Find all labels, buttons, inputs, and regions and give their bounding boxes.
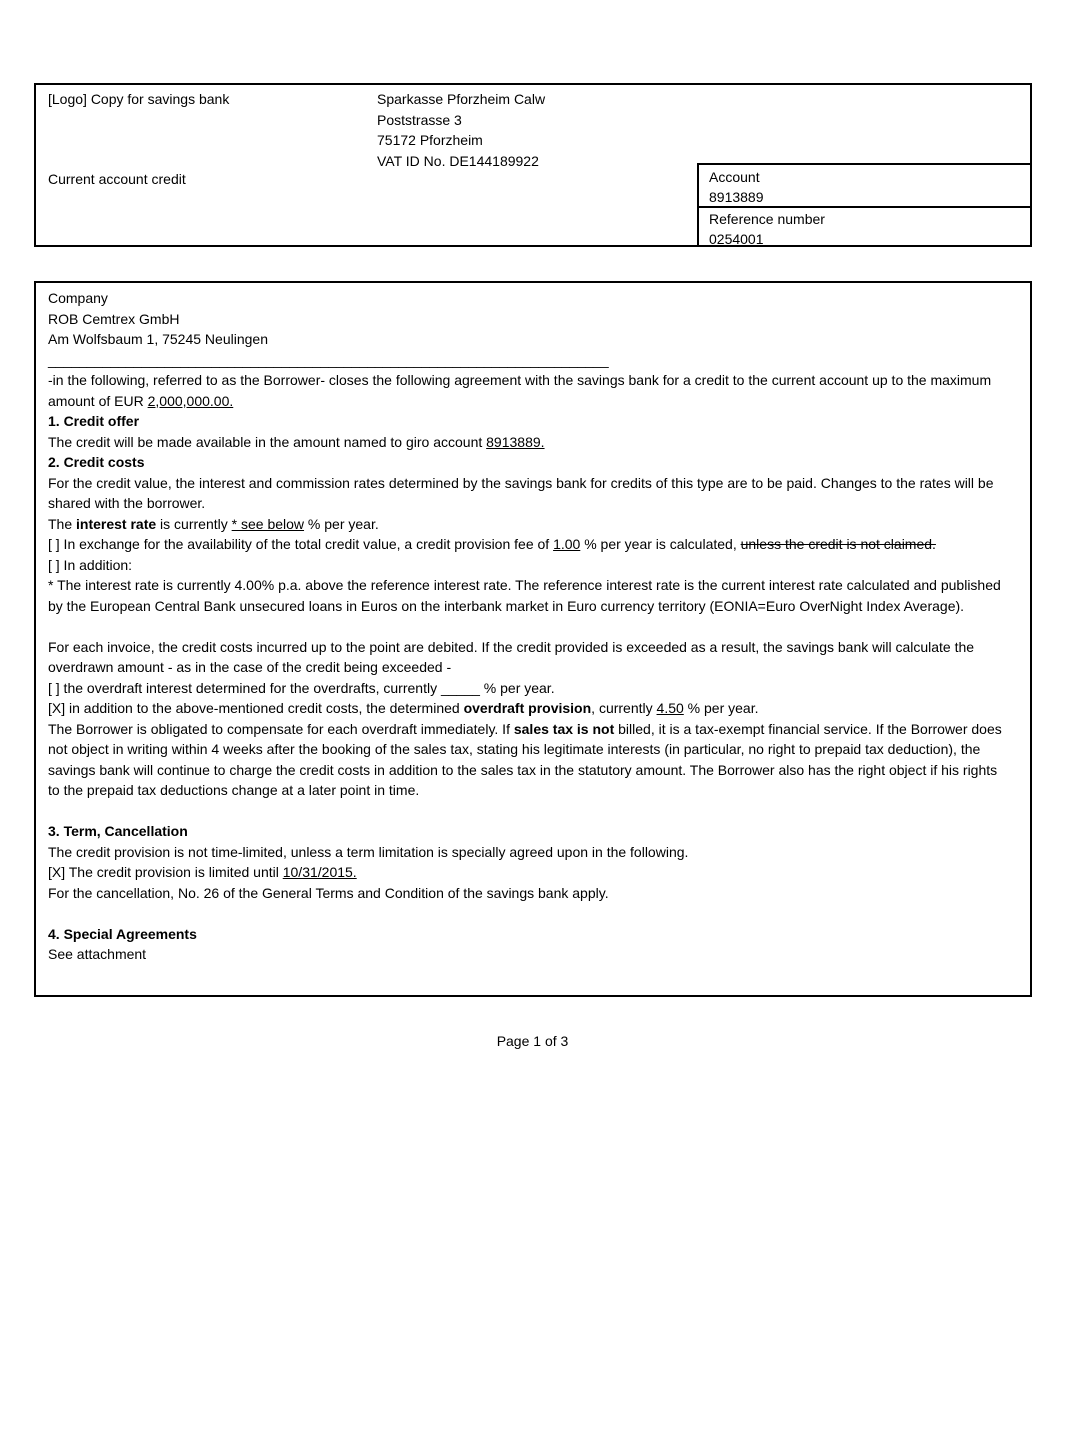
sales-tax-text	[48, 719, 1008, 801]
overdraft-interest-option	[48, 678, 1008, 699]
text-segment: % per year is calculated,	[580, 536, 741, 552]
text-segment: interest rate	[76, 515, 157, 532]
bank-vat-id: VAT ID No. DE144189922	[377, 152, 539, 169]
text-segment: unless the credit is not claimed.	[740, 536, 936, 552]
credit-offer-text	[48, 432, 1008, 453]
text-segment: overdraft provision	[463, 700, 592, 716]
section-3-heading	[48, 821, 1008, 842]
interest-rate-line	[48, 514, 1008, 535]
content-box	[34, 281, 1032, 997]
overdraft-provision-option	[48, 698, 1008, 719]
section-1-heading	[48, 411, 1008, 432]
text-segment: Company	[48, 290, 108, 306]
text-segment: The	[48, 515, 77, 532]
header-box	[34, 83, 1032, 247]
text-segment: ROB Cemtrex GmbH	[48, 310, 180, 327]
page-indicator: Page 1 of 3	[496, 1033, 569, 1049]
text-segment: For each invoice, the credit costs incurred up to the point are debited. If the credit provided is exceeded as a result, the savings bank will calculate the overdrawn amount - as in the case of the credit being exceeded -	[48, 638, 975, 675]
invoice-debit-text	[48, 637, 1008, 678]
bank-address-block	[377, 89, 545, 171]
blank-line	[48, 903, 1008, 924]
reference-label: Reference number	[709, 211, 825, 227]
signature-separator	[48, 350, 1008, 371]
text-segment: For the cancellation, No. 26 of the General Terms and Condition of the savings bank apply.	[48, 884, 609, 901]
in-addition-option	[48, 555, 1008, 576]
account-number: 8913889	[709, 189, 764, 205]
text-segment: * The interest rate is currently 4.00% p.a. above the reference interest rate. The reference interest rate is the current interest rate calculated and published by the European Central Bank unsecured loans in Euros on the interbank market in Euro currency territory (EONIA=Euro OverNight Index Average).	[48, 577, 1001, 614]
company-label	[48, 288, 1008, 309]
document-type-label: Current account credit	[48, 171, 186, 187]
reference-cell	[699, 208, 1030, 250]
borrower-intro	[48, 370, 1008, 411]
text-segment: sales tax is not	[513, 720, 615, 737]
text-segment: The Borrower is obligated to compensate for each overdraft immediately. If	[48, 720, 514, 737]
text-segment: [ ] In exchange for the availability of the total credit value, a credit provision fee of	[48, 536, 554, 552]
section-2-heading	[48, 452, 1008, 473]
reference-number: 0254001	[709, 231, 764, 247]
text-segment: [X] in addition to the above-mentioned credit costs, the determined	[48, 700, 464, 716]
text-segment: 4.50	[656, 700, 684, 716]
term-limit-option	[48, 862, 1008, 883]
text-segment: [ ] the overdraft interest determined for the overdrafts, currently _____ % per year.	[48, 679, 555, 696]
text-segment: [X] The credit provision is limited until	[48, 864, 283, 880]
text-segment: is currently	[156, 515, 232, 532]
term-text	[48, 842, 1008, 863]
bank-city: 75172 Pforzheim	[377, 132, 483, 148]
section-4-heading	[48, 924, 1008, 945]
text-segment: ________________________________________________________________________	[48, 351, 609, 368]
logo-label: [Logo] Copy for savings bank	[48, 91, 230, 107]
company-name	[48, 309, 1008, 330]
account-cell	[699, 165, 1030, 208]
text-segment: The credit will be made available in the amount named to giro account	[48, 433, 487, 450]
account-reference-box	[697, 163, 1032, 247]
text-segment: 1.00	[553, 536, 581, 552]
text-segment: 2. Credit costs	[48, 454, 145, 470]
blank-line	[48, 801, 1008, 822]
cancellation-text	[48, 883, 1008, 904]
text-segment: [ ] In addition:	[48, 556, 133, 573]
bank-name: Sparkasse Pforzheim Calw	[377, 91, 546, 107]
text-segment: 1. Credit offer	[48, 413, 140, 429]
company-address	[48, 329, 1008, 350]
text-segment: The credit provision is not time-limited, unless a term limitation is specially agreed upon in the following.	[48, 843, 689, 860]
text-segment: -in the following, referred to as the Borrower- closes the following agreement with the savings bank for a credit to the current account up to the maximum amount of EUR	[48, 372, 992, 409]
account-label: Account	[709, 169, 760, 185]
credit-costs-intro	[48, 473, 1008, 514]
text-segment: % per year.	[683, 700, 759, 716]
blank-line	[48, 616, 1008, 637]
text-segment: For the credit value, the interest and commission rates determined by the savings bank for credits of this type are to be paid. Changes to the rates will be shared with the borrower.	[48, 474, 994, 511]
bank-street: Poststrasse 3	[377, 111, 462, 128]
text-segment: , currently	[591, 700, 657, 716]
special-agreements-text	[48, 944, 1008, 965]
text-segment: 8913889.	[486, 433, 545, 450]
text-segment: 10/31/2015.	[282, 864, 357, 880]
text-segment: 2,000,000.00.	[147, 392, 234, 409]
text-segment: billed, it is a tax-exempt financial service. If the Borrower does not object in writing within 4 weeks after the booking of the sales tax, stating his legitimate interests (in particular, no right to prepaid tax deduction), the savings bank will continue to charge the credit costs in addition to the sales tax in the statutory amount. The Borrower also has the right object if his rights to the prepaid tax deductions change at a later point in time.	[48, 720, 1002, 798]
text-segment: % per year.	[304, 515, 379, 532]
provision-fee-option	[48, 534, 1008, 555]
text-segment: Am Wolfsbaum 1, 75245 Neulingen	[48, 331, 268, 347]
text-segment: 3. Term, Cancellation	[48, 823, 188, 839]
text-segment: * see below	[231, 515, 305, 532]
text-segment: See attachment	[48, 946, 147, 962]
reference-rate-note	[48, 575, 1008, 616]
text-segment: 4. Special Agreements	[48, 925, 197, 942]
